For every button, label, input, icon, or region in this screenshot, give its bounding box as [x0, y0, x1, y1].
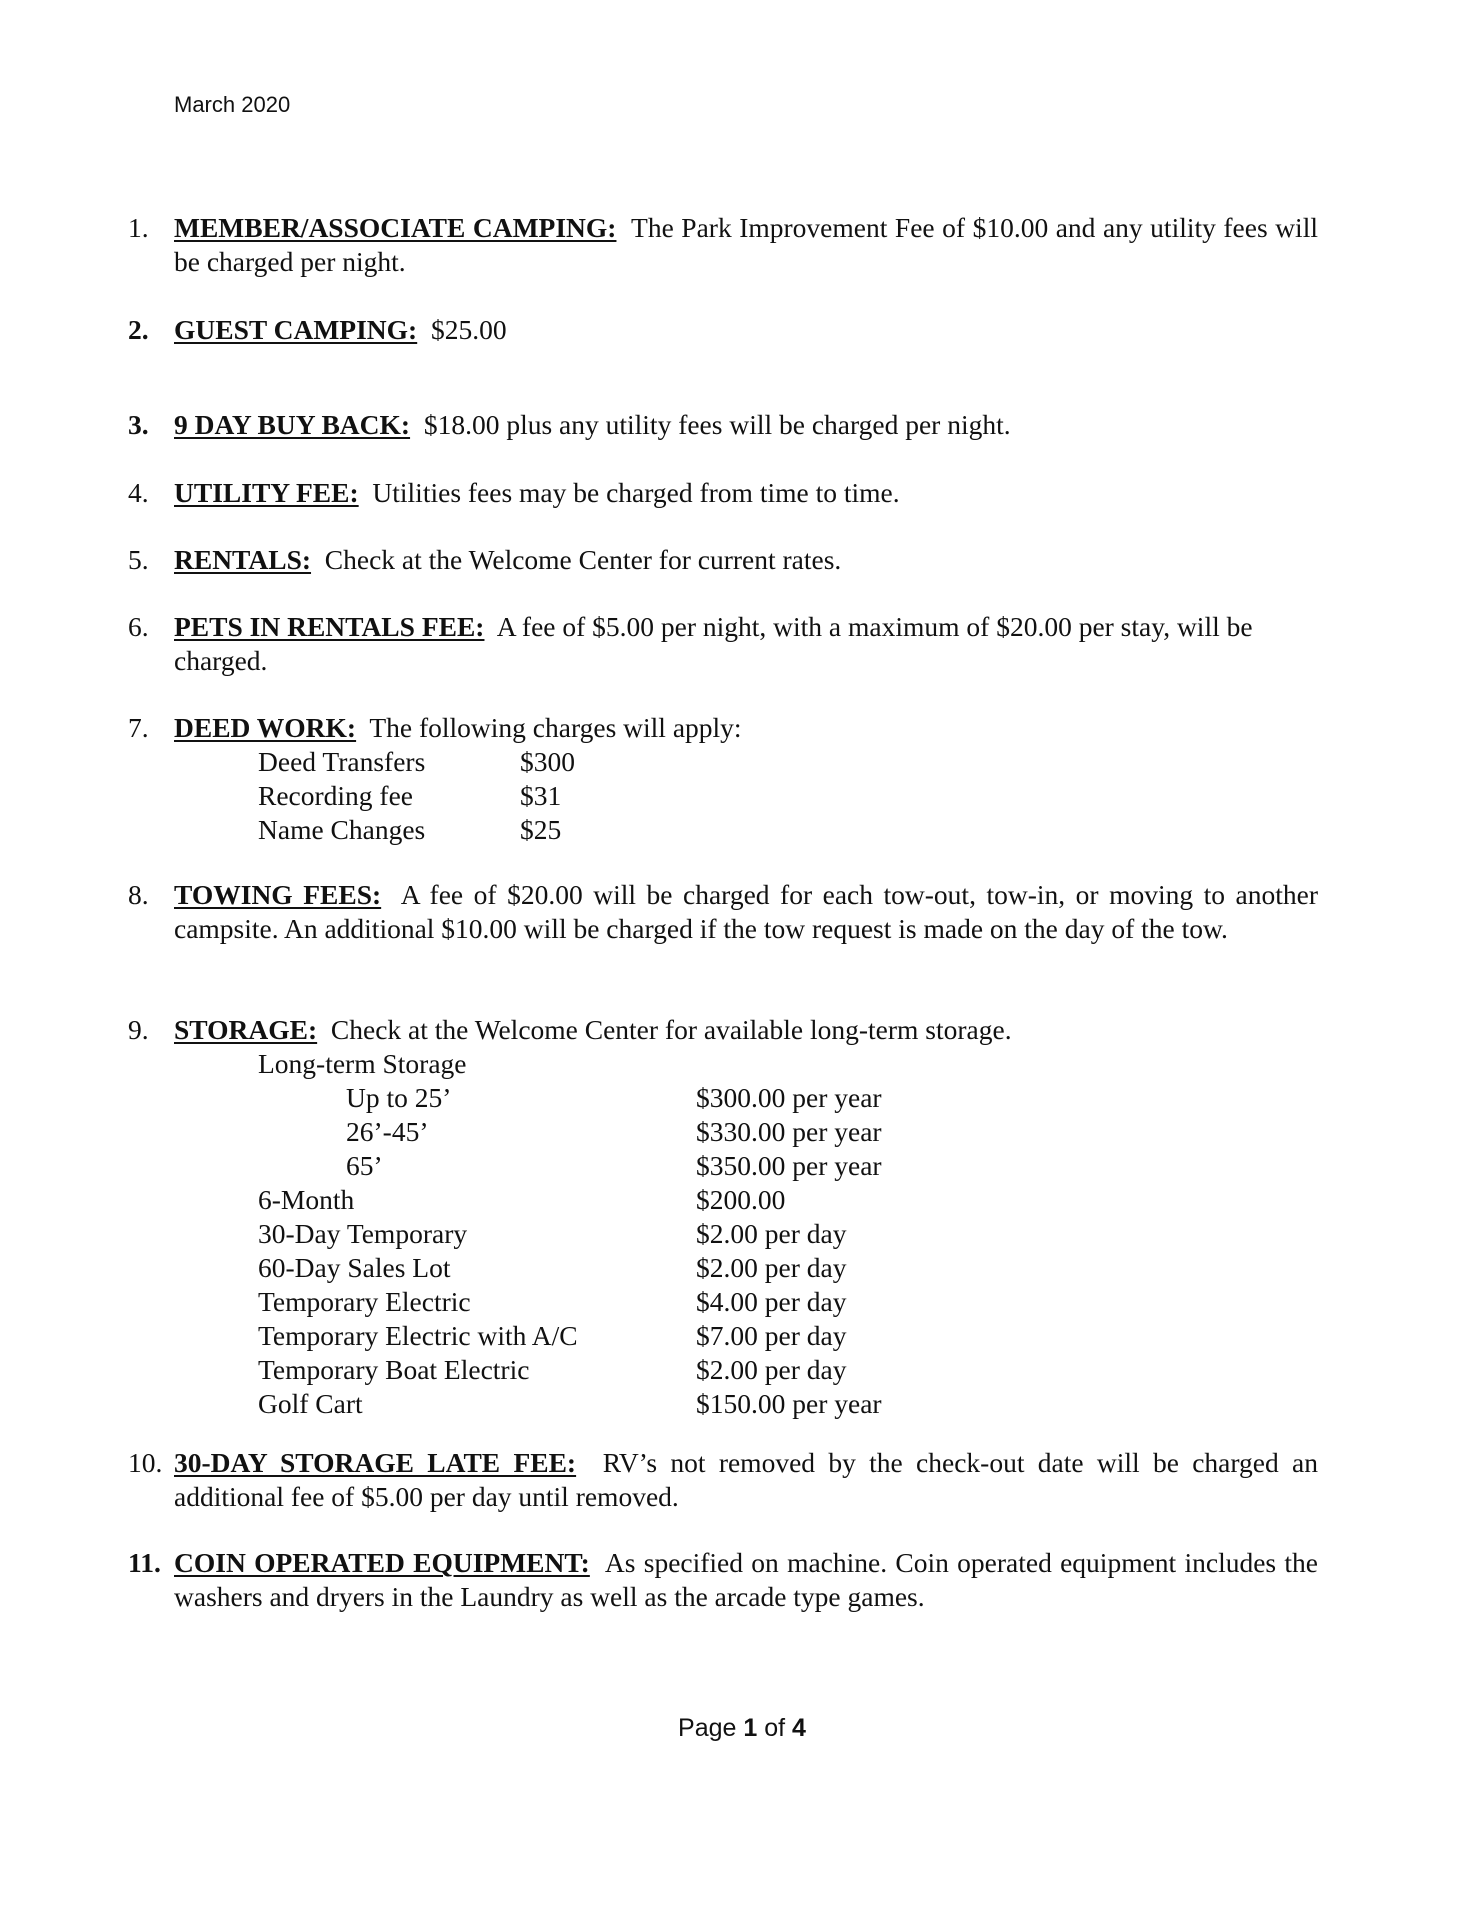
page-number [0, 1714, 1484, 1743]
item-text: The Park Improvement Fee of $10.00 and any utility fees will be charged per night. [174, 212, 1318, 277]
fee-item-storage-late-fee [128, 1446, 1318, 1514]
item-body [174, 878, 1318, 946]
fee-label: Recording fee [258, 780, 413, 811]
fee-amount: $2.00 per day [696, 1252, 847, 1283]
list-item [174, 1285, 1318, 1319]
item-number: 10. [128, 1447, 163, 1478]
item-heading: STORAGE: [174, 1014, 318, 1045]
page-separator: of [757, 1714, 793, 1742]
item-text: A fee of $5.00 per night, with a maximum of $20.00 per stay, will be charged. [174, 611, 1253, 676]
fee-label: Golf Cart [258, 1388, 363, 1419]
fee-item-buy-back [128, 408, 1318, 442]
fee-label: Temporary Boat Electric [258, 1354, 530, 1385]
item-heading: MEMBER/ASSOCIATE CAMPING: [174, 212, 617, 243]
fee-amount: $300.00 per year [696, 1082, 882, 1113]
item-text: Utilities fees may be charged from time to time. [372, 477, 900, 508]
fee-item-pets [128, 610, 1318, 678]
item-body [174, 1546, 1318, 1614]
list-item [174, 1353, 1318, 1387]
item-number: 9. [128, 1014, 149, 1045]
item-heading: UTILITY FEE: [174, 477, 359, 508]
item-number: 3. [128, 409, 149, 440]
fee-amount: $350.00 per year [696, 1150, 882, 1181]
item-number: 1. [128, 212, 149, 243]
item-number: 6. [128, 611, 149, 642]
fee-amount: $2.00 per day [696, 1354, 847, 1385]
item-heading: 30-DAY STORAGE LATE FEE: [174, 1447, 577, 1478]
item-heading: COIN OPERATED EQUIPMENT: [174, 1547, 590, 1578]
document-date: March 2020 [174, 92, 291, 117]
fee-amount: $4.00 per day [696, 1286, 847, 1317]
page-total: 4 [792, 1714, 806, 1742]
item-text: The following charges will apply: [369, 712, 742, 743]
item-heading: TOWING FEES: [174, 879, 382, 910]
fee-amount: $31 [520, 780, 562, 811]
fee-amount: $7.00 per day [696, 1320, 847, 1351]
list-item [174, 1183, 1318, 1217]
fee-item-member-camping [128, 211, 1318, 279]
fee-amount: $330.00 per year [696, 1116, 882, 1147]
fee-item-guest-camping [128, 313, 1318, 347]
page-current: 1 [743, 1714, 758, 1742]
item-body [174, 211, 1318, 279]
list-item [174, 1319, 1318, 1353]
fee-label: Temporary Electric with A/C [258, 1320, 578, 1351]
item-number: 7. [128, 712, 149, 743]
item-text: Check at the Welcome Center for available long-term storage. [330, 1014, 1012, 1045]
list-item [174, 1387, 1318, 1421]
fee-label: Name Changes [258, 814, 426, 845]
list-item [174, 813, 1318, 847]
deed-fee-list [174, 745, 1318, 847]
fee-label: 26’-45’ [346, 1116, 429, 1147]
fee-amount: $300 [520, 746, 575, 777]
item-number: 11. [128, 1547, 161, 1578]
list-item [174, 1115, 1318, 1149]
fee-item-towing [128, 878, 1318, 946]
item-text: $18.00 plus any utility fees will be charged per night. [423, 409, 1011, 440]
item-text: As specified on machine. Coin operated equipment includes the washers and dryers in the Laundry as well as the arcade type games. [174, 1547, 1318, 1612]
item-body [174, 1446, 1318, 1514]
list-item [174, 1251, 1318, 1285]
item-body [174, 408, 1318, 442]
list-item [174, 1149, 1318, 1183]
fee-label: 60-Day Sales Lot [258, 1252, 451, 1283]
list-item [174, 745, 1318, 779]
item-number: 8. [128, 879, 149, 910]
item-number: 5. [128, 544, 149, 575]
item-body [174, 543, 1318, 577]
fee-amount: $25 [520, 814, 562, 845]
fee-label: 30-Day Temporary [258, 1218, 468, 1249]
fee-label: Up to 25’ [346, 1082, 452, 1113]
item-heading: GUEST CAMPING: [174, 314, 418, 345]
item-body [174, 1013, 1318, 1047]
item-text: $25.00 [430, 314, 507, 345]
fee-item-utility [128, 476, 1318, 510]
item-number: 2. [128, 314, 149, 345]
fee-item-storage [128, 1013, 1318, 1421]
list-item [174, 1217, 1318, 1251]
fee-amount: $2.00 per day [696, 1218, 847, 1249]
list-item [174, 1081, 1318, 1115]
item-text: A fee of $20.00 will be charged for each tow-out, tow-in, or moving to another campsite. An additional $10.00 will be charged if the tow request is made on the day of the tow. [174, 879, 1319, 944]
fee-item-rentals [128, 543, 1318, 577]
item-heading: DEED WORK: [174, 712, 357, 743]
fee-item-coin-equipment [128, 1546, 1318, 1614]
item-number: 4. [128, 477, 149, 508]
item-heading: PETS IN RENTALS FEE: [174, 611, 485, 642]
page-prefix: Page [678, 1714, 744, 1742]
item-body [174, 610, 1318, 678]
fee-label: Temporary Electric [258, 1286, 471, 1317]
fee-item-deed-work [128, 711, 1318, 847]
long-term-storage-label: Long-term Storage [258, 1048, 467, 1079]
item-heading: 9 DAY BUY BACK: [174, 409, 411, 440]
fee-label: 6-Month [258, 1184, 355, 1215]
fee-amount: $150.00 per year [696, 1388, 882, 1419]
item-text: Check at the Welcome Center for current rates. [324, 544, 842, 575]
storage-fee-list [174, 1047, 1318, 1421]
fee-label: Deed Transfers [258, 746, 426, 777]
item-body [174, 313, 1318, 347]
list-item [174, 779, 1318, 813]
item-text: RV’s not removed by the check-out date will be charged an additional fee of $5.00 per day until removed. [174, 1447, 1319, 1512]
item-heading: RENTALS: [174, 544, 312, 575]
item-body [174, 476, 1318, 510]
fee-label: 65’ [346, 1150, 383, 1181]
item-body [174, 711, 1318, 745]
fee-amount: $200.00 [696, 1184, 786, 1215]
list-heading [174, 1047, 1318, 1081]
